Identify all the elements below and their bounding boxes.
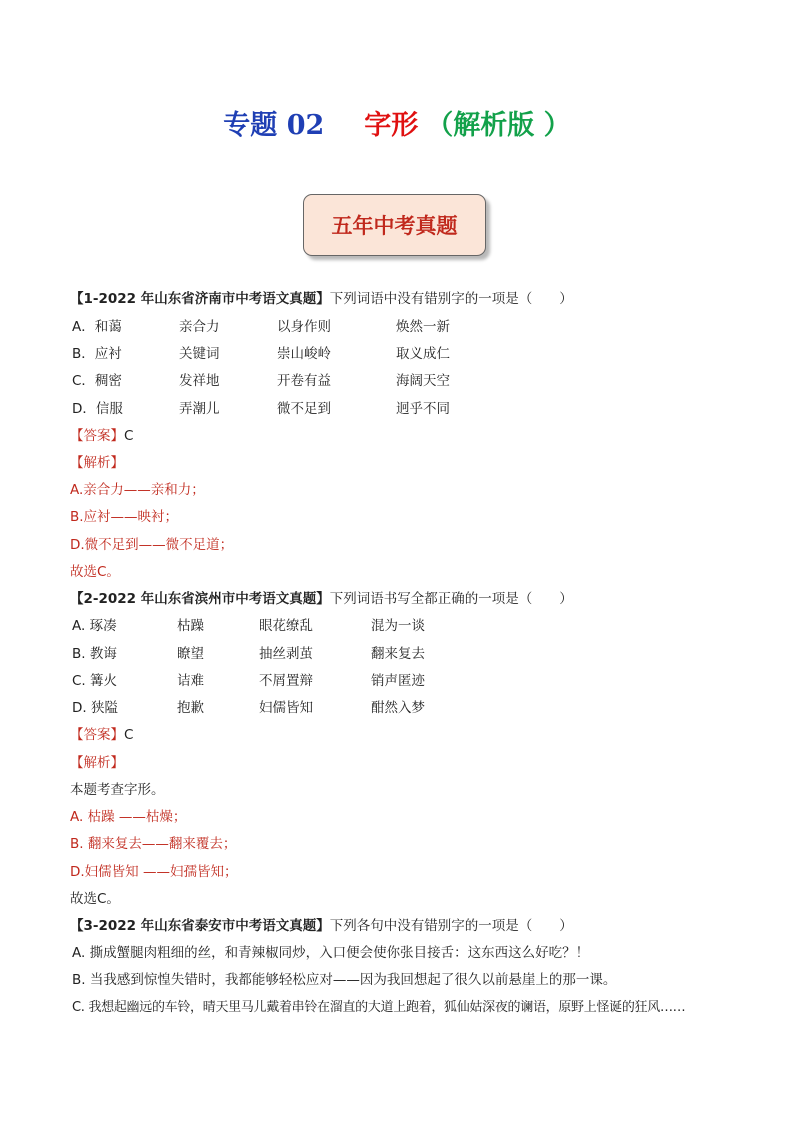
title-topic-name: 字形: [364, 110, 419, 141]
option-word: 崇山峻岭: [277, 346, 331, 362]
option-label: A．和蔼: [72, 319, 122, 335]
option-word: 抱歉: [177, 700, 204, 716]
title-edition: （解析版 ）: [426, 110, 571, 141]
question-3-sentence-a: A. 撕成蟹腿肉粗细的丝，和青辣椒同炒，入口便会使你张目接舌：这东西这么好吃？！: [72, 945, 590, 961]
question-1-stem: 下列词语中没有错别字的一项是（ ）: [329, 291, 573, 307]
question-3-sentence-c: C. 我想起幽远的车铃，晴天里马儿戴着串铃在溜直的大道上跑着，狐仙姑深夜的谰语，原野上怪诞的狂风……: [72, 1000, 686, 1015]
question-1-answer: [70, 427, 133, 445]
question-2-analysis-line: B. 翻来复去——翻来覆去；: [70, 836, 237, 852]
question-1-analysis-line: A.亲合力——亲和力；: [70, 482, 205, 498]
question-3-source: 【3-2022 年山东省泰安市中考语文真题】: [70, 918, 330, 934]
question-2-stem: 下列词语书写全都正确的一项是（ ）: [329, 591, 573, 607]
option-word: 混为一谈: [371, 618, 425, 634]
option-word: 微不足到: [277, 401, 331, 417]
option-label: D．信服: [72, 401, 123, 417]
answer-label: 【答案】: [70, 428, 124, 444]
question-3-stem: 下列各句中没有错别字的一项是（ ）: [329, 918, 573, 934]
question-2-analysis-label: 【解析】: [70, 755, 124, 771]
option-label: B. 教诲: [72, 646, 117, 662]
question-2-analysis-line: D.妇儒皆知 ——妇孺皆知；: [70, 864, 238, 880]
option-word: 眼花缭乱: [259, 618, 313, 634]
option-word: 不屑置辩: [259, 673, 313, 689]
option-word: 诘难: [177, 673, 204, 689]
option-word: 抽丝剥茧: [259, 646, 313, 662]
question-2-header: [70, 590, 573, 608]
answer-value: C: [124, 727, 134, 743]
option-word: 酣然入梦: [371, 700, 425, 716]
question-2-analysis-intro: 本题考查字形。: [70, 782, 165, 798]
question-1-analysis-line: B.应衬——映衬；: [70, 509, 179, 525]
question-2-conclusion: 故选C。: [70, 891, 120, 907]
title-topic-number: 专题 02: [223, 110, 325, 141]
option-word: 弄潮儿: [179, 401, 220, 417]
option-word: 焕然一新: [396, 319, 450, 335]
option-label: A. 琢凑: [72, 618, 117, 634]
option-word: 发祥地: [179, 373, 220, 389]
option-word: 妇儒皆知: [259, 700, 313, 716]
answer-value: C: [124, 428, 134, 444]
option-word: 亲合力: [179, 319, 220, 335]
question-2-answer: [70, 726, 133, 744]
option-label: C．稠密: [72, 373, 122, 389]
question-3-sentence-b: B. 当我感到惊惶失错时，我都能够轻松应对——因为我回想起了很久以前悬崖上的那一课。: [72, 972, 617, 988]
question-1-analysis-label: 【解析】: [70, 455, 124, 471]
question-3-header: [70, 917, 573, 935]
option-word: 开卷有益: [277, 373, 331, 389]
question-2-analysis-line: A. 枯躁 ——枯燥；: [70, 809, 187, 825]
section-heading-box: [303, 194, 486, 256]
option-word: 销声匿迹: [371, 673, 425, 689]
option-word: 翻来复去: [371, 646, 425, 662]
question-1-header: [70, 290, 573, 308]
option-label: D. 狭隘: [72, 700, 118, 716]
option-word: 迥乎不同: [396, 401, 450, 417]
option-word: 海阔天空: [396, 373, 450, 389]
answer-label: 【答案】: [70, 727, 124, 743]
option-word: 瞭望: [177, 646, 204, 662]
question-1-conclusion: 故选C。: [70, 564, 120, 580]
question-2-source: 【2-2022 年山东省滨州市中考语文真题】: [70, 591, 330, 607]
question-1-source: 【1-2022 年山东省济南市中考语文真题】: [70, 291, 330, 307]
section-heading: 五年中考真题: [303, 194, 486, 256]
option-label: B．应衬: [72, 346, 122, 362]
option-label: C. 篝火: [72, 673, 118, 689]
document-title: [0, 103, 794, 142]
option-word: 取义成仁: [396, 346, 450, 362]
option-word: 关键词: [179, 346, 220, 362]
option-word: 以身作则: [277, 319, 331, 335]
option-word: 枯躁: [177, 618, 204, 634]
question-1-analysis-line: D.微不足到——微不足道；: [70, 537, 234, 553]
